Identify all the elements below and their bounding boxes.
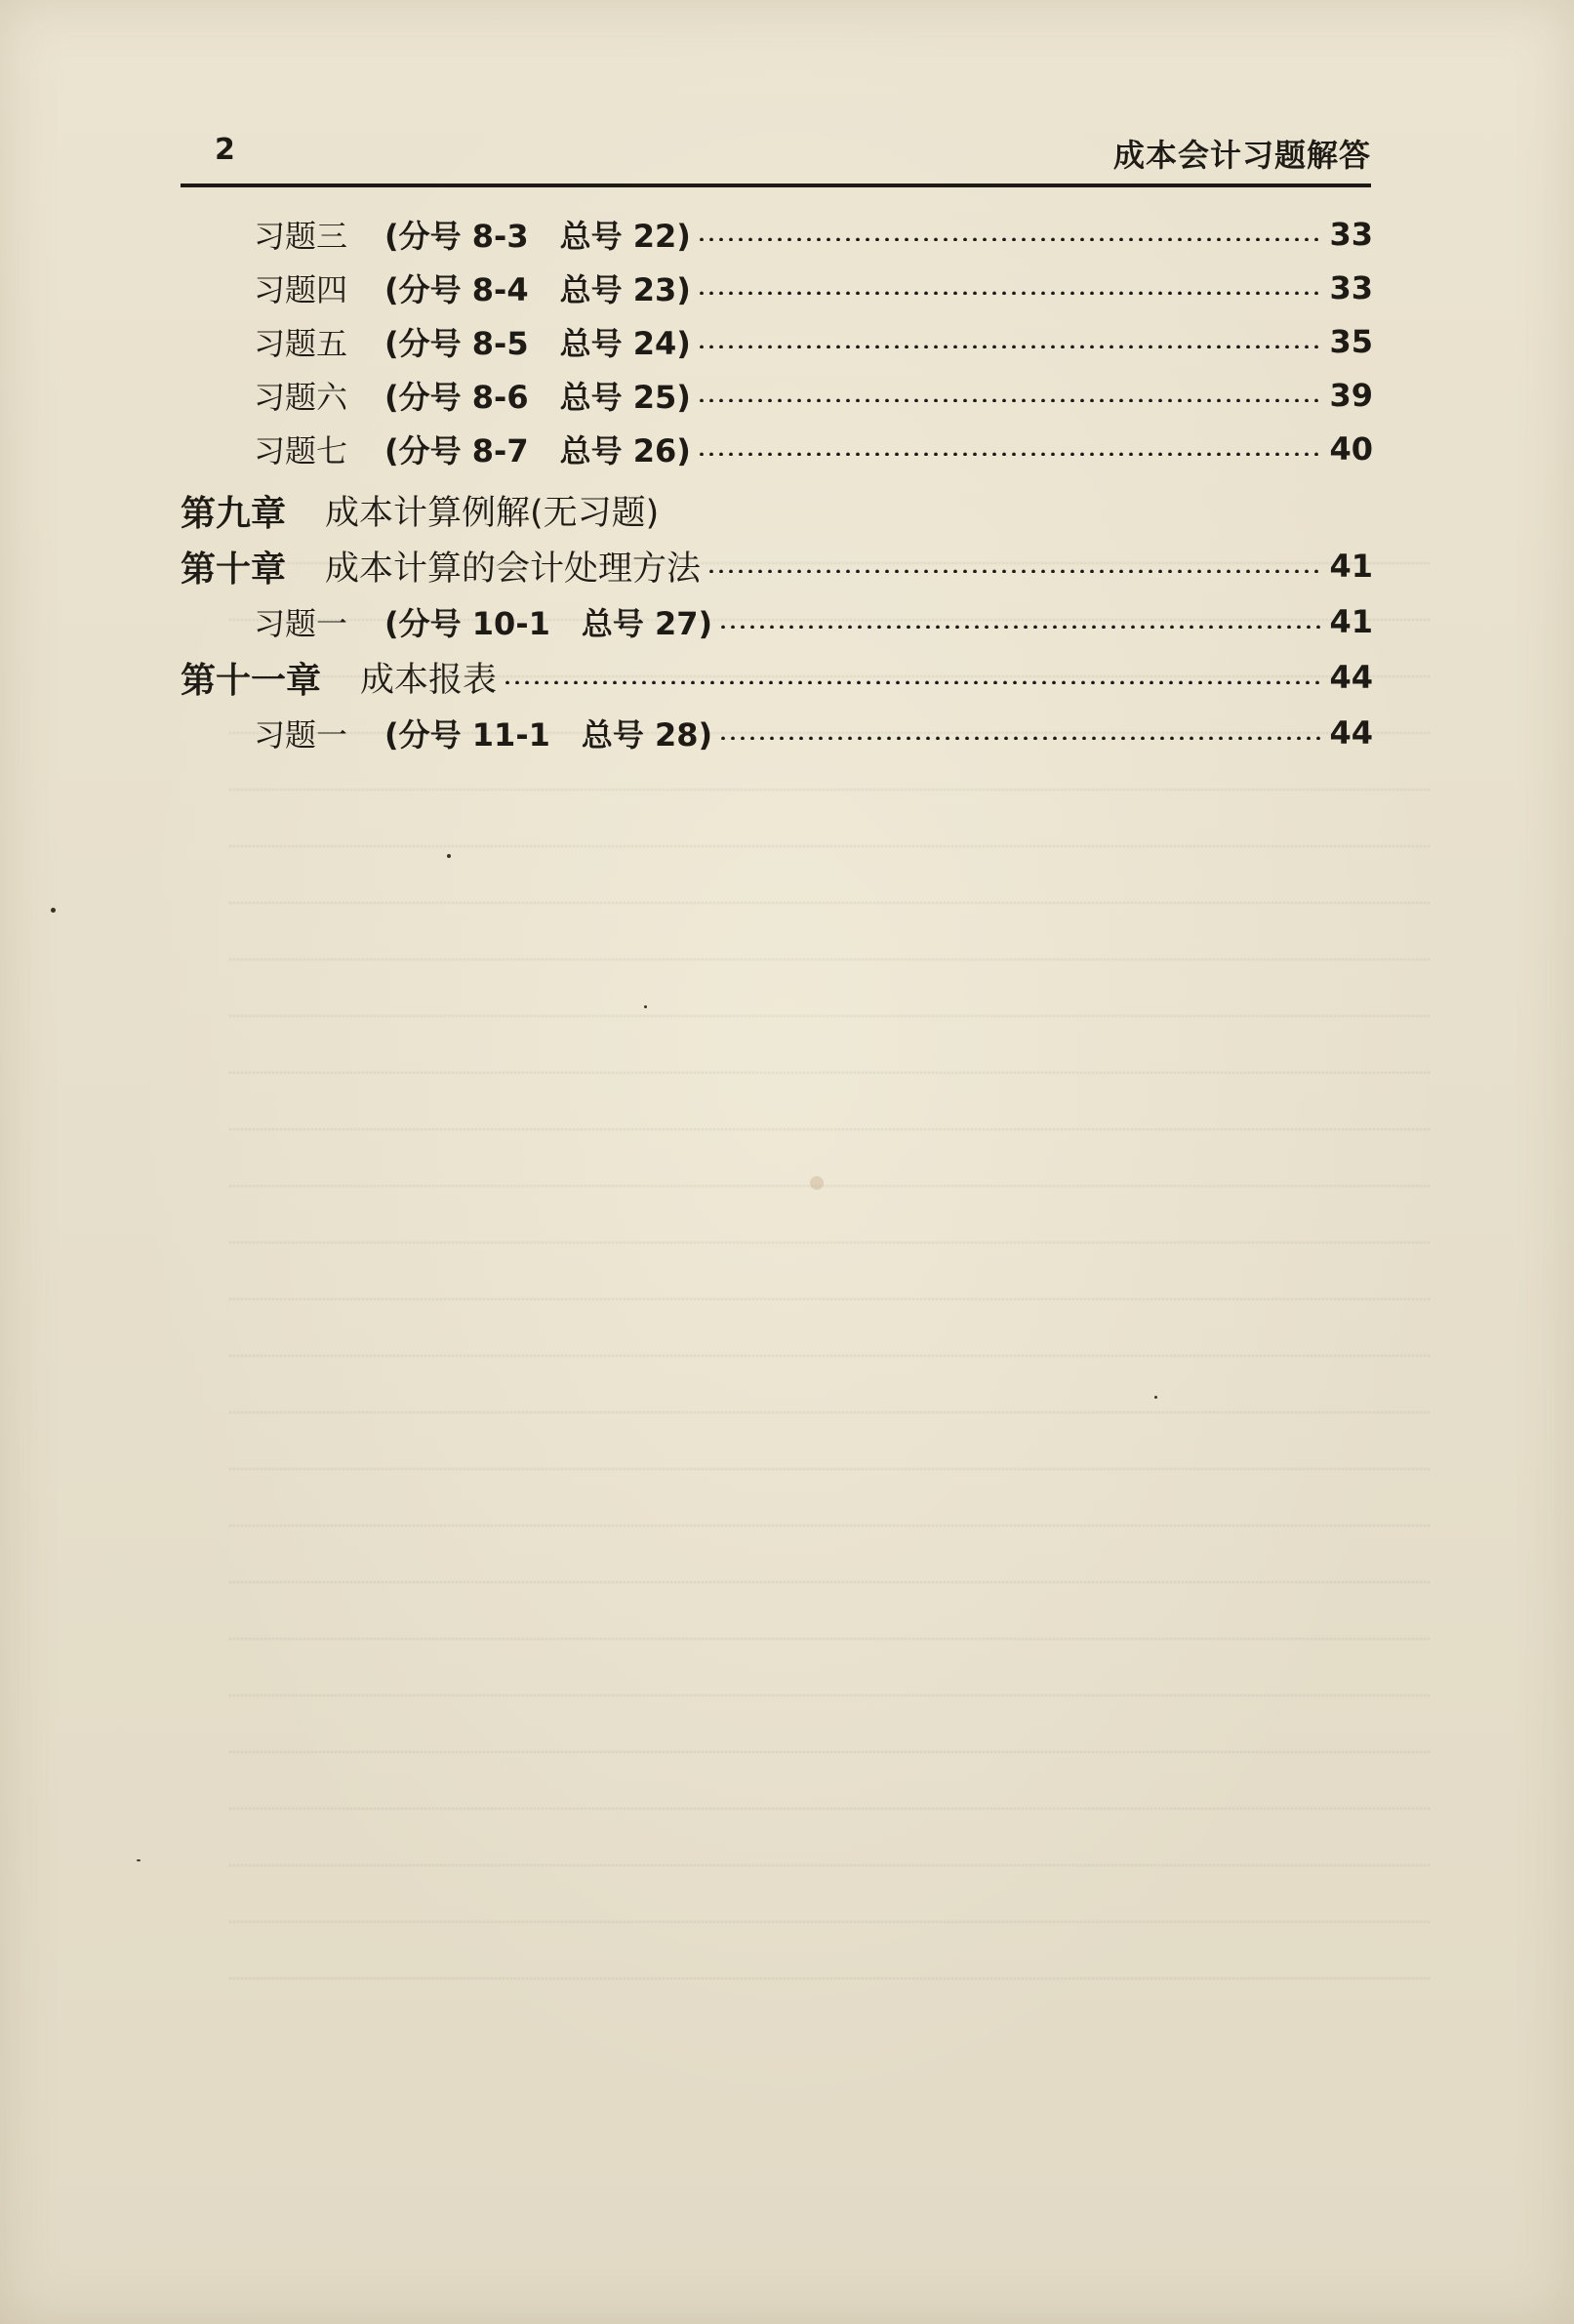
dust-speck <box>447 854 451 858</box>
exercise-ref: (分号 8-6 总号 25) <box>384 379 691 416</box>
toc-entry <box>181 264 1373 312</box>
dust-speck <box>51 908 56 913</box>
dot-leader <box>697 291 1324 295</box>
page-ref: 44 <box>1329 659 1373 696</box>
dot-leader <box>718 736 1323 740</box>
toc-entry <box>181 425 1373 473</box>
dot-leader <box>503 680 1323 684</box>
page-ref: 40 <box>1329 430 1373 468</box>
chapter-label: 第十章 <box>181 549 287 590</box>
toc-chapter <box>181 486 1373 535</box>
page-ref: 44 <box>1329 714 1373 752</box>
exercise-ref: (分号 11-1 总号 28) <box>384 716 713 754</box>
exercise-name: 习题四 <box>254 271 348 308</box>
page-ref: 33 <box>1329 269 1373 306</box>
dot-leader <box>697 345 1324 348</box>
dot-leader <box>697 237 1324 241</box>
chapter-title: 成本计算例解(无习题) <box>325 494 660 533</box>
toc-chapter <box>181 542 1373 591</box>
toc-entry <box>181 371 1373 420</box>
dot-leader <box>718 625 1323 629</box>
toc-entry <box>181 210 1373 259</box>
dust-speck <box>1154 1396 1157 1399</box>
exercise-name: 习题七 <box>254 432 348 469</box>
dot-leader <box>706 569 1323 573</box>
exercise-name: 习题三 <box>254 218 348 255</box>
page-ref: 33 <box>1329 216 1373 253</box>
exercise-name: 习题一 <box>254 605 348 642</box>
dust-speck <box>137 1859 141 1861</box>
dust-speck <box>810 1176 824 1190</box>
chapter-label: 第九章 <box>181 493 287 534</box>
chapter-title: 成本报表 <box>360 661 498 700</box>
exercise-name: 习题五 <box>254 325 348 362</box>
page-ref: 41 <box>1329 603 1373 640</box>
page-number: 2 <box>215 133 235 167</box>
dust-speck <box>644 1005 647 1008</box>
dot-leader <box>697 398 1324 402</box>
exercise-ref: (分号 8-3 总号 22) <box>384 218 691 255</box>
toc-entry <box>181 317 1373 366</box>
page-header <box>181 129 1371 187</box>
toc-entry <box>181 709 1373 757</box>
exercise-ref: (分号 10-1 总号 27) <box>384 605 713 642</box>
exercise-ref: (分号 8-4 总号 23) <box>384 271 691 308</box>
exercise-ref: (分号 8-5 总号 24) <box>384 325 691 362</box>
chapter-label: 第十一章 <box>181 660 322 701</box>
exercise-ref: (分号 8-7 总号 26) <box>384 432 691 469</box>
page-ref: 41 <box>1329 548 1373 585</box>
page-ref: 35 <box>1329 323 1373 360</box>
page-ref: 39 <box>1329 377 1373 414</box>
exercise-name: 习题一 <box>254 716 348 754</box>
running-title: 成本会计习题解答 <box>1112 137 1371 174</box>
dot-leader <box>697 452 1324 456</box>
toc-chapter <box>181 653 1373 702</box>
toc-entry <box>181 597 1373 646</box>
exercise-name: 习题六 <box>254 379 348 416</box>
chapter-title: 成本计算的会计处理方法 <box>325 550 702 589</box>
